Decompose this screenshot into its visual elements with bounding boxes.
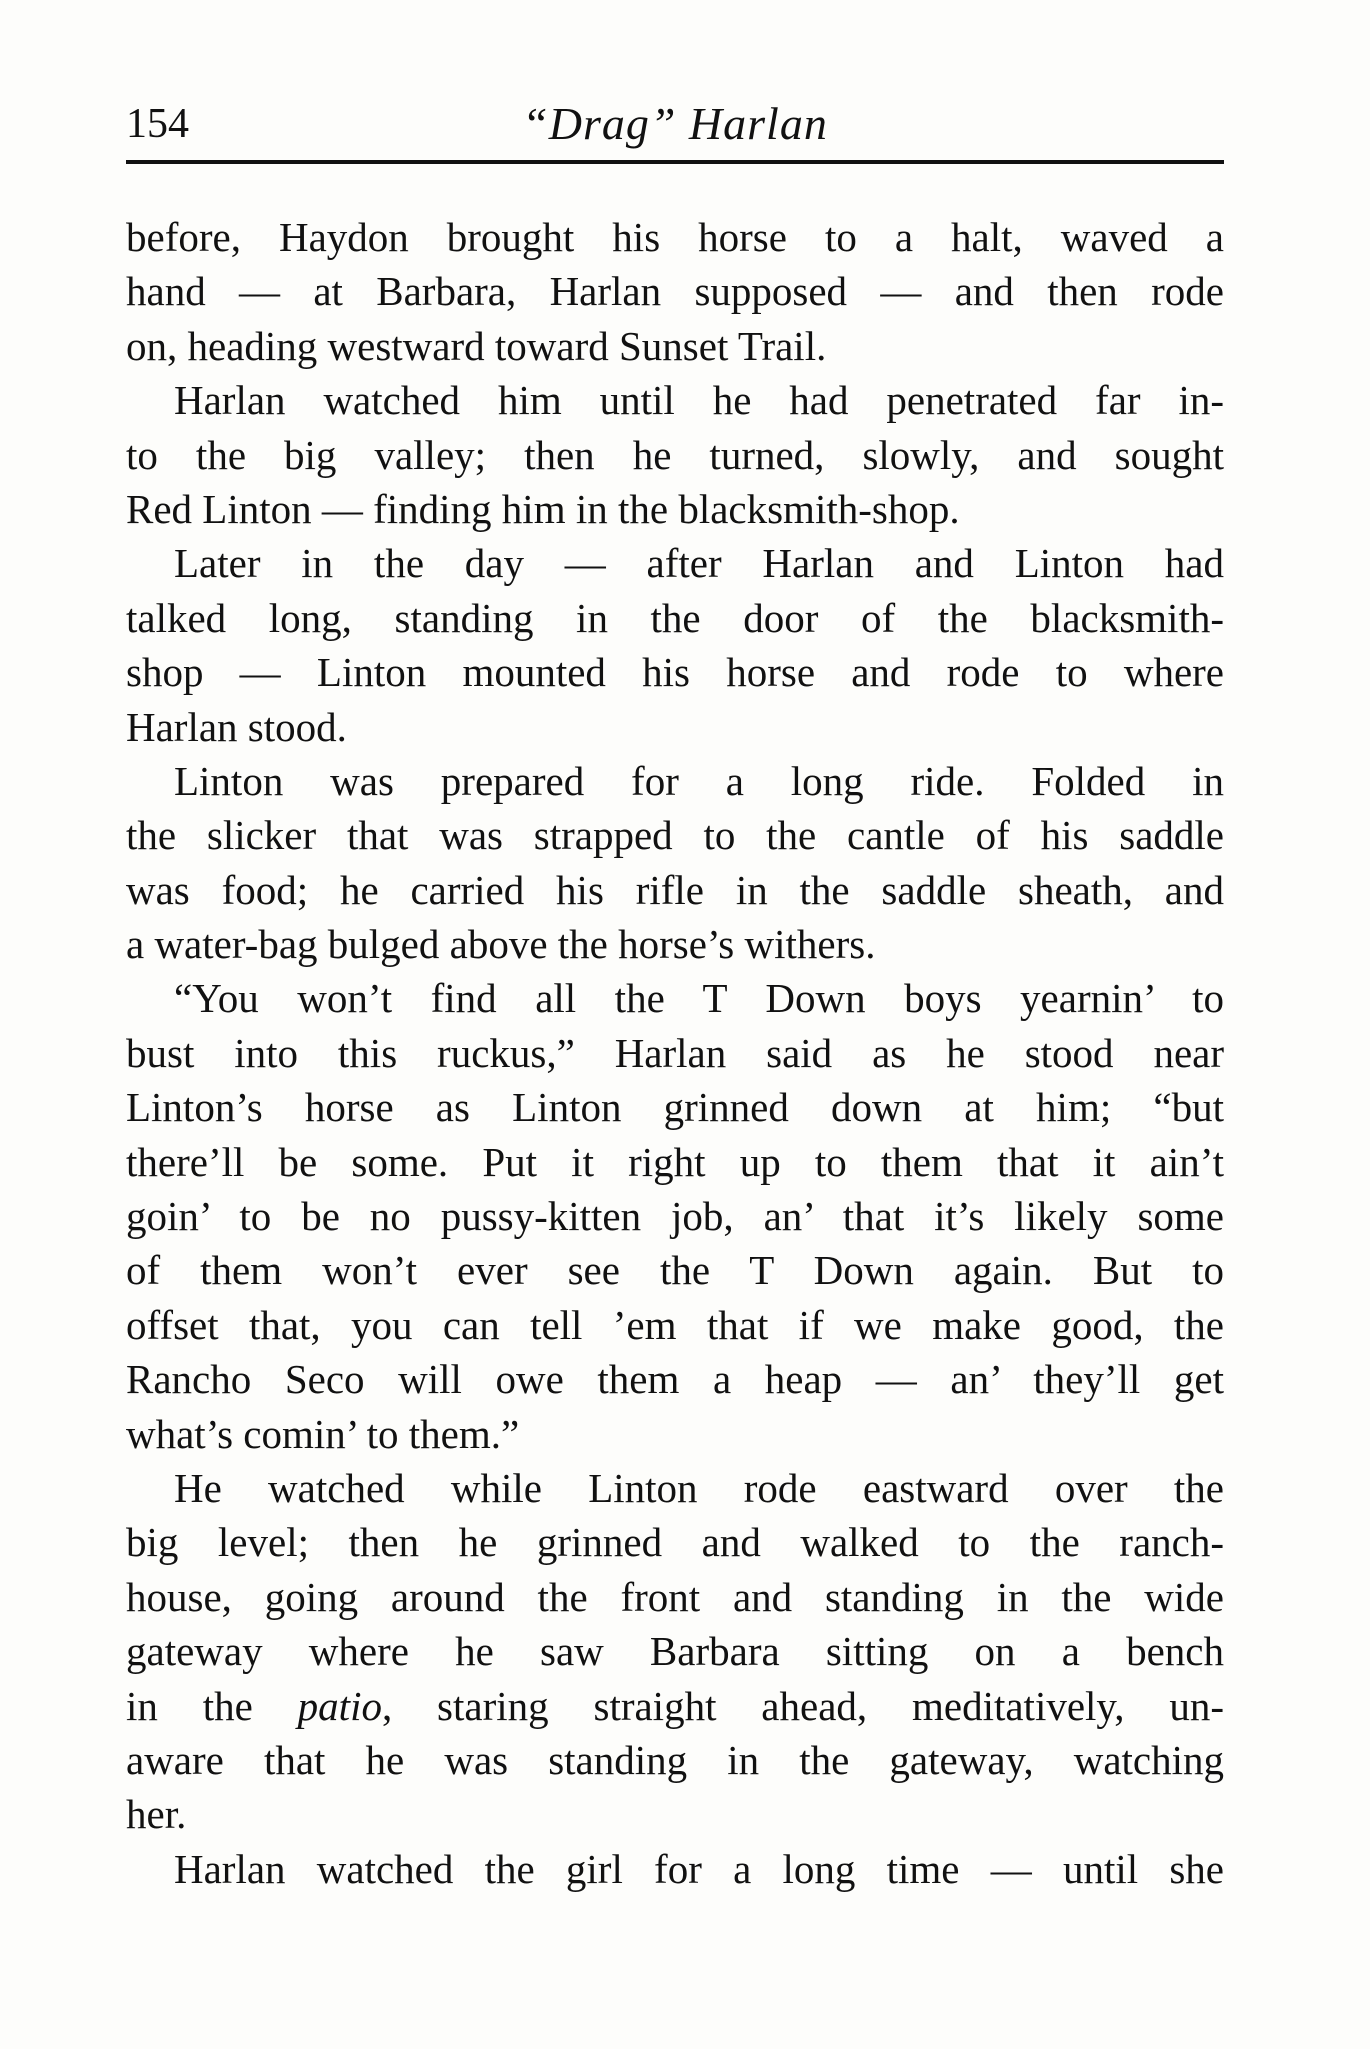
text-line: what’s comin’ to them.” [126, 1410, 520, 1457]
running-title: “Drag” Harlan [522, 98, 828, 149]
text-line: Linton was prepared for a long ride. Folded in [174, 757, 1224, 804]
text-line: aware that he was standing in the gateway, watching [126, 1736, 1224, 1783]
text-line: her. [126, 1791, 187, 1838]
text-line: on, heading westward toward Sunset Trail. [126, 322, 827, 369]
text-line: gateway where he saw Barbara sitting on a bench [126, 1628, 1224, 1675]
page-header [126, 94, 1224, 154]
text-line: the slicker that was strapped to the cantle of his saddle [126, 812, 1224, 859]
header-rule [126, 160, 1224, 164]
text-line: a water-bag bulged above the horse’s withers. [126, 921, 876, 968]
text-line: Harlan watched him until he had penetrated far in- [174, 377, 1224, 424]
text-line: “You won’t find all the T Down boys yearnin’ to [174, 975, 1224, 1022]
text-line: Harlan watched the girl for a long time — until she [174, 1845, 1224, 1892]
text-line: bust into this ruckus,” Harlan said as he stood near [126, 1029, 1224, 1076]
text-line: He watched while Linton rode eastward over the [174, 1464, 1224, 1511]
page-number: 154 [126, 101, 189, 147]
text-line: shop — Linton mounted his horse and rode to where [126, 649, 1224, 696]
text-line: Red Linton — finding him in the blacksmith-shop. [126, 485, 960, 532]
italic-word: patio [297, 1682, 382, 1729]
text-line: goin’ to be no pussy-kitten job, an’ that it’s likely some [126, 1193, 1224, 1240]
text-line: before, Haydon brought his horse to a halt, waved a [126, 214, 1224, 260]
text-line: Rancho Seco will owe them a heap — an’ they’ll get [126, 1356, 1224, 1403]
text-line: of them won’t ever see the T Down again. But to [126, 1247, 1224, 1294]
text-line: offset that, you can tell ’em that if we make good, the [126, 1301, 1224, 1348]
text-line: house, going around the front and standing in the wide [126, 1573, 1224, 1620]
text-line: talked long, standing in the door of the blacksmith- [126, 594, 1224, 641]
text-line: to the big valley; then he turned, slowly, and sought [126, 431, 1224, 478]
text-line: Later in the day — after Harlan and Linton had [174, 540, 1224, 587]
text-line [126, 1679, 1224, 1733]
text-line: there’ll be some. Put it right up to them that it ain’t [126, 1138, 1224, 1185]
text-line: big level; then he grinned and walked to the ranch- [126, 1519, 1224, 1566]
text-fragment: , staring straight ahead, meditatively, un- [381, 1682, 1225, 1729]
body-text [126, 210, 1224, 1896]
text-line: Linton’s horse as Linton grinned down at him; “but [126, 1084, 1224, 1131]
text-fragment: in the [126, 1682, 298, 1729]
text-line: was food; he carried his rifle in the saddle sheath, and [126, 866, 1224, 913]
text-line: Harlan stood. [126, 703, 347, 750]
text-line: hand — at Barbara, Harlan supposed — and then rode [126, 268, 1224, 315]
